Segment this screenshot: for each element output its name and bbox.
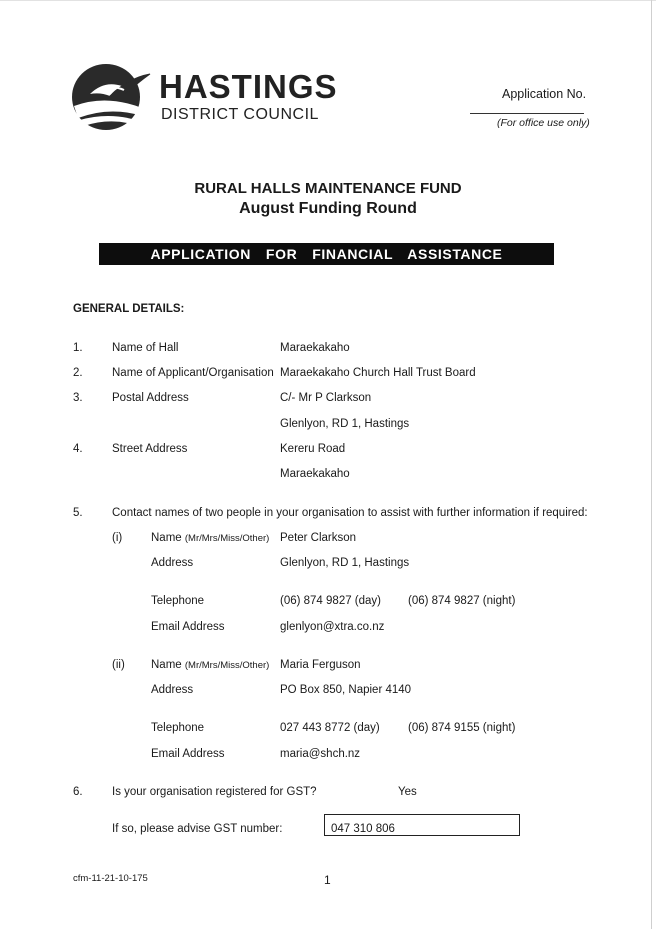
contact-1-email: glenlyon@xtra.co.nz	[280, 621, 385, 633]
street-address-line2: Maraekakaho	[280, 468, 350, 480]
banner-text: APPLICATION FOR FINANCIAL ASSISTANCE	[150, 246, 503, 262]
contact-2-phone-day: 027 443 8772 (day)	[280, 722, 380, 734]
hall-name-label: Name of Hall	[112, 342, 179, 354]
contact-2-name: Maria Ferguson	[280, 659, 361, 671]
office-use-note: (For office use only)	[497, 117, 590, 129]
street-address-line1: Kereru Road	[280, 443, 346, 455]
section-heading: GENERAL DETAILS:	[73, 303, 185, 315]
applicant-label: Name of Applicant/Organisation	[112, 367, 274, 379]
title-options: (Mr/Mrs/Miss/Other)	[184, 660, 270, 671]
fund-title: RURAL HALLS MAINTENANCE FUND	[194, 180, 462, 197]
application-no-line	[470, 113, 584, 114]
contact-2-address: PO Box 850, Napier 4140	[280, 684, 412, 696]
page-edge-top	[0, 0, 656, 1]
item-number-3: 3.	[73, 392, 83, 404]
form-code: cfm-11-21-10-175	[73, 873, 148, 884]
contact-1-roman: (i)	[112, 532, 123, 544]
page-number: 1	[324, 873, 331, 887]
logo-subtitle: DISTRICT COUNCIL	[161, 106, 319, 123]
item-number-1: 1.	[73, 342, 83, 354]
street-address-label: Street Address	[112, 443, 188, 455]
contact-2-email-label: Email Address	[151, 748, 225, 760]
name-label: Name	[151, 532, 182, 544]
application-no-label: Application No.	[502, 87, 587, 101]
postal-address-line1: C/- Mr P Clarkson	[280, 392, 372, 404]
contact-1-address-label: Address	[151, 557, 194, 569]
contact-1-address: Glenlyon, RD 1, Hastings	[280, 557, 410, 569]
name-label: Name	[151, 659, 182, 671]
item-number-6: 6.	[73, 786, 83, 798]
contact-2-email: maria@shch.nz	[280, 748, 361, 760]
item-number-2: 2.	[73, 367, 83, 379]
contacts-intro: Contact names of two people in your organisation to assist with further information if required:	[112, 507, 588, 519]
contact-1-email-label: Email Address	[151, 621, 225, 633]
postal-address-line2: Glenlyon, RD 1, Hastings	[280, 418, 410, 430]
item-number-4: 4.	[73, 443, 83, 455]
contact-1-telephone-label: Telephone	[151, 595, 205, 607]
contact-1-phone-day: (06) 874 9827 (day)	[280, 595, 382, 607]
contact-1-name: Peter Clarkson	[280, 532, 357, 544]
form-banner	[99, 243, 554, 265]
gst-question: Is your organisation registered for GST?	[112, 786, 317, 798]
gst-number-value: 047 310 806	[331, 823, 395, 835]
gst-number-label: If so, please advise GST number:	[112, 823, 283, 835]
contact-1-name-label	[151, 532, 269, 544]
contact-2-name-label	[151, 659, 269, 671]
funding-round-title: August Funding Round	[239, 200, 417, 217]
contact-2-roman: (ii)	[112, 659, 125, 671]
hall-name-value: Maraekakaho	[280, 342, 350, 354]
title-options: (Mr/Mrs/Miss/Other)	[184, 533, 270, 544]
contact-1-phone-night: (06) 874 9827 (night)	[408, 595, 516, 607]
logo-wordmark: HASTINGS	[159, 68, 338, 105]
postal-address-label: Postal Address	[112, 392, 189, 404]
contact-2-telephone-label: Telephone	[151, 722, 205, 734]
council-logo-icon	[70, 60, 152, 132]
item-number-5: 5.	[73, 507, 83, 519]
contact-2-address-label: Address	[151, 684, 194, 696]
contact-2-phone-night: (06) 874 9155 (night)	[408, 722, 516, 734]
applicant-value: Maraekakaho Church Hall Trust Board	[280, 367, 476, 379]
gst-answer: Yes	[398, 786, 417, 798]
page-edge-right	[651, 0, 652, 929]
